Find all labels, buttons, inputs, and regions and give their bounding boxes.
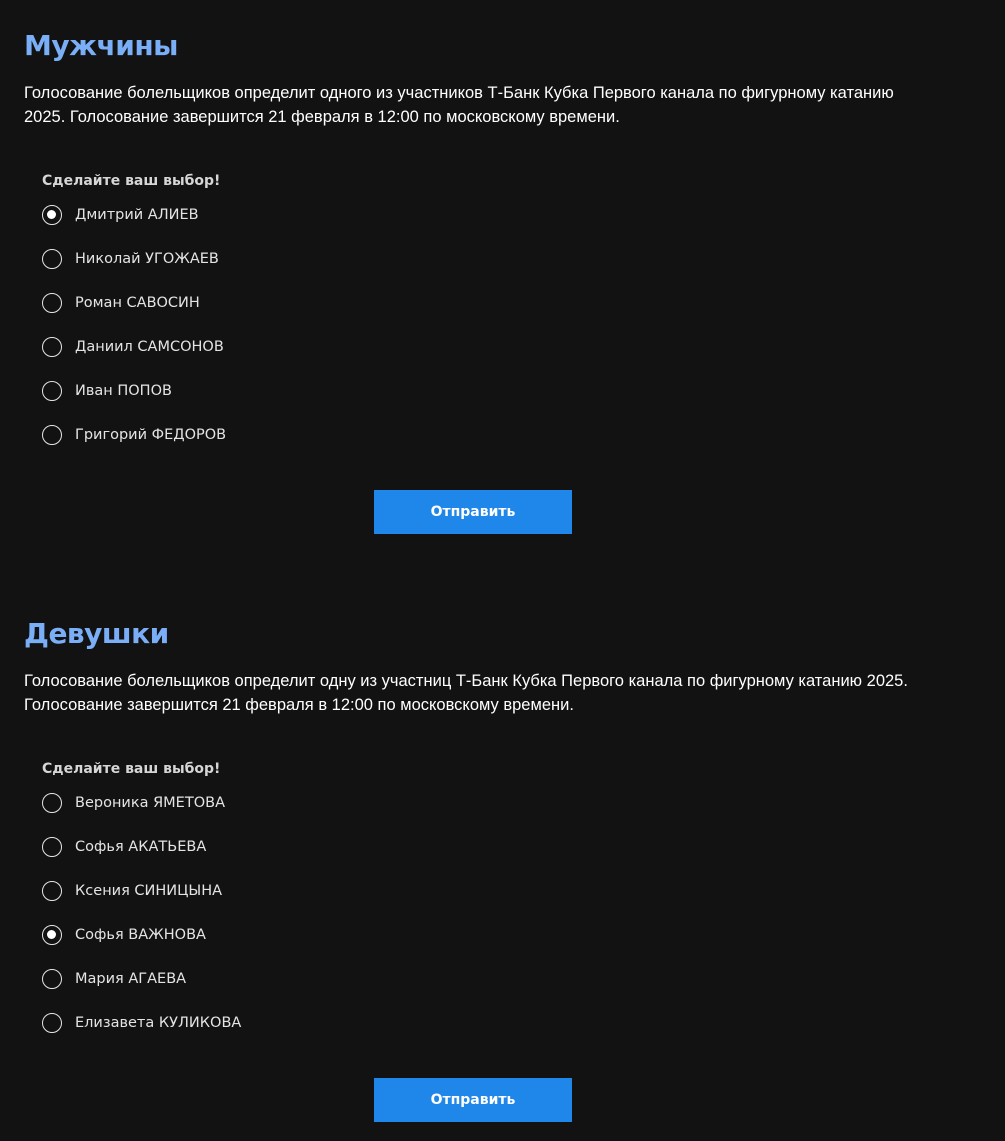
radio-button-icon[interactable] [42, 881, 62, 901]
radio-option-label[interactable]: Николай УГОЖАЕВ [75, 251, 219, 267]
submit-button[interactable]: Отправить [374, 1078, 572, 1122]
radio-option[interactable] [42, 781, 984, 825]
radio-option-label[interactable]: Елизавета КУЛИКОВА [75, 1015, 242, 1031]
radio-option[interactable] [42, 957, 984, 1001]
radio-option[interactable] [42, 869, 984, 913]
radio-group-men [42, 193, 984, 457]
submit-wrapper [374, 490, 572, 534]
radio-option-label[interactable]: Софья ВАЖНОВА [75, 927, 206, 943]
section-title: Мужчины [24, 29, 178, 62]
poll-form [42, 171, 984, 457]
radio-button-icon[interactable] [42, 925, 62, 945]
section-description: Голосование болельщиков определит одного из участников Т-Банк Кубка Первого канала по фигурному катанию 2025. Голосование завершится 21 февраля в 12:00 по московскому времени. [24, 84, 894, 126]
radio-option-label[interactable]: Вероника ЯМЕТОВА [75, 795, 225, 811]
radio-option-label[interactable]: Мария АГАЕВА [75, 971, 187, 987]
radio-option-label[interactable]: Иван ПОПОВ [75, 383, 172, 399]
radio-option-label[interactable]: Григорий ФЕДОРОВ [75, 427, 227, 443]
radio-button-icon[interactable] [42, 205, 62, 225]
radio-option-label[interactable]: Роман САВОСИН [75, 295, 200, 311]
radio-option[interactable] [42, 825, 984, 869]
radio-button-icon[interactable] [42, 969, 62, 989]
section-description: Голосование болельщиков определит одну из участниц Т-Банк Кубка Первого канала по фигурному катанию 2025. Голосование завершится 21 февраля в 12:00 по московскому времени. [24, 672, 908, 714]
radio-option[interactable] [42, 413, 984, 457]
radio-button-icon[interactable] [42, 293, 62, 313]
radio-button-icon[interactable] [42, 249, 62, 269]
poll-prompt: Сделайте ваш выбор! [42, 173, 221, 189]
submit-button[interactable]: Отправить [374, 490, 572, 534]
section-title: Девушки [24, 617, 169, 650]
radio-button-icon[interactable] [42, 793, 62, 813]
radio-option[interactable] [42, 237, 984, 281]
poll-prompt: Сделайте ваш выбор! [42, 761, 221, 777]
radio-option[interactable] [42, 1001, 984, 1045]
radio-button-icon[interactable] [42, 1013, 62, 1033]
radio-option[interactable] [42, 369, 984, 413]
radio-group-women [42, 781, 984, 1045]
radio-option-label[interactable]: Ксения СИНИЦЫНА [75, 883, 223, 899]
radio-button-icon[interactable] [42, 837, 62, 857]
radio-option[interactable] [42, 193, 984, 237]
poll-section-women [24, 616, 984, 1108]
radio-option-label[interactable]: Даниил САМСОНОВ [75, 339, 224, 355]
poll-section-men [24, 28, 984, 520]
radio-option[interactable] [42, 913, 984, 957]
radio-option[interactable] [42, 325, 984, 369]
radio-button-icon[interactable] [42, 381, 62, 401]
radio-button-icon[interactable] [42, 425, 62, 445]
radio-button-icon[interactable] [42, 337, 62, 357]
radio-option[interactable] [42, 281, 984, 325]
radio-option-label[interactable]: Софья АКАТЬЕВА [75, 839, 207, 855]
radio-option-label[interactable]: Дмитрий АЛИЕВ [75, 207, 199, 223]
submit-wrapper [374, 1078, 572, 1122]
poll-form [42, 759, 984, 1045]
